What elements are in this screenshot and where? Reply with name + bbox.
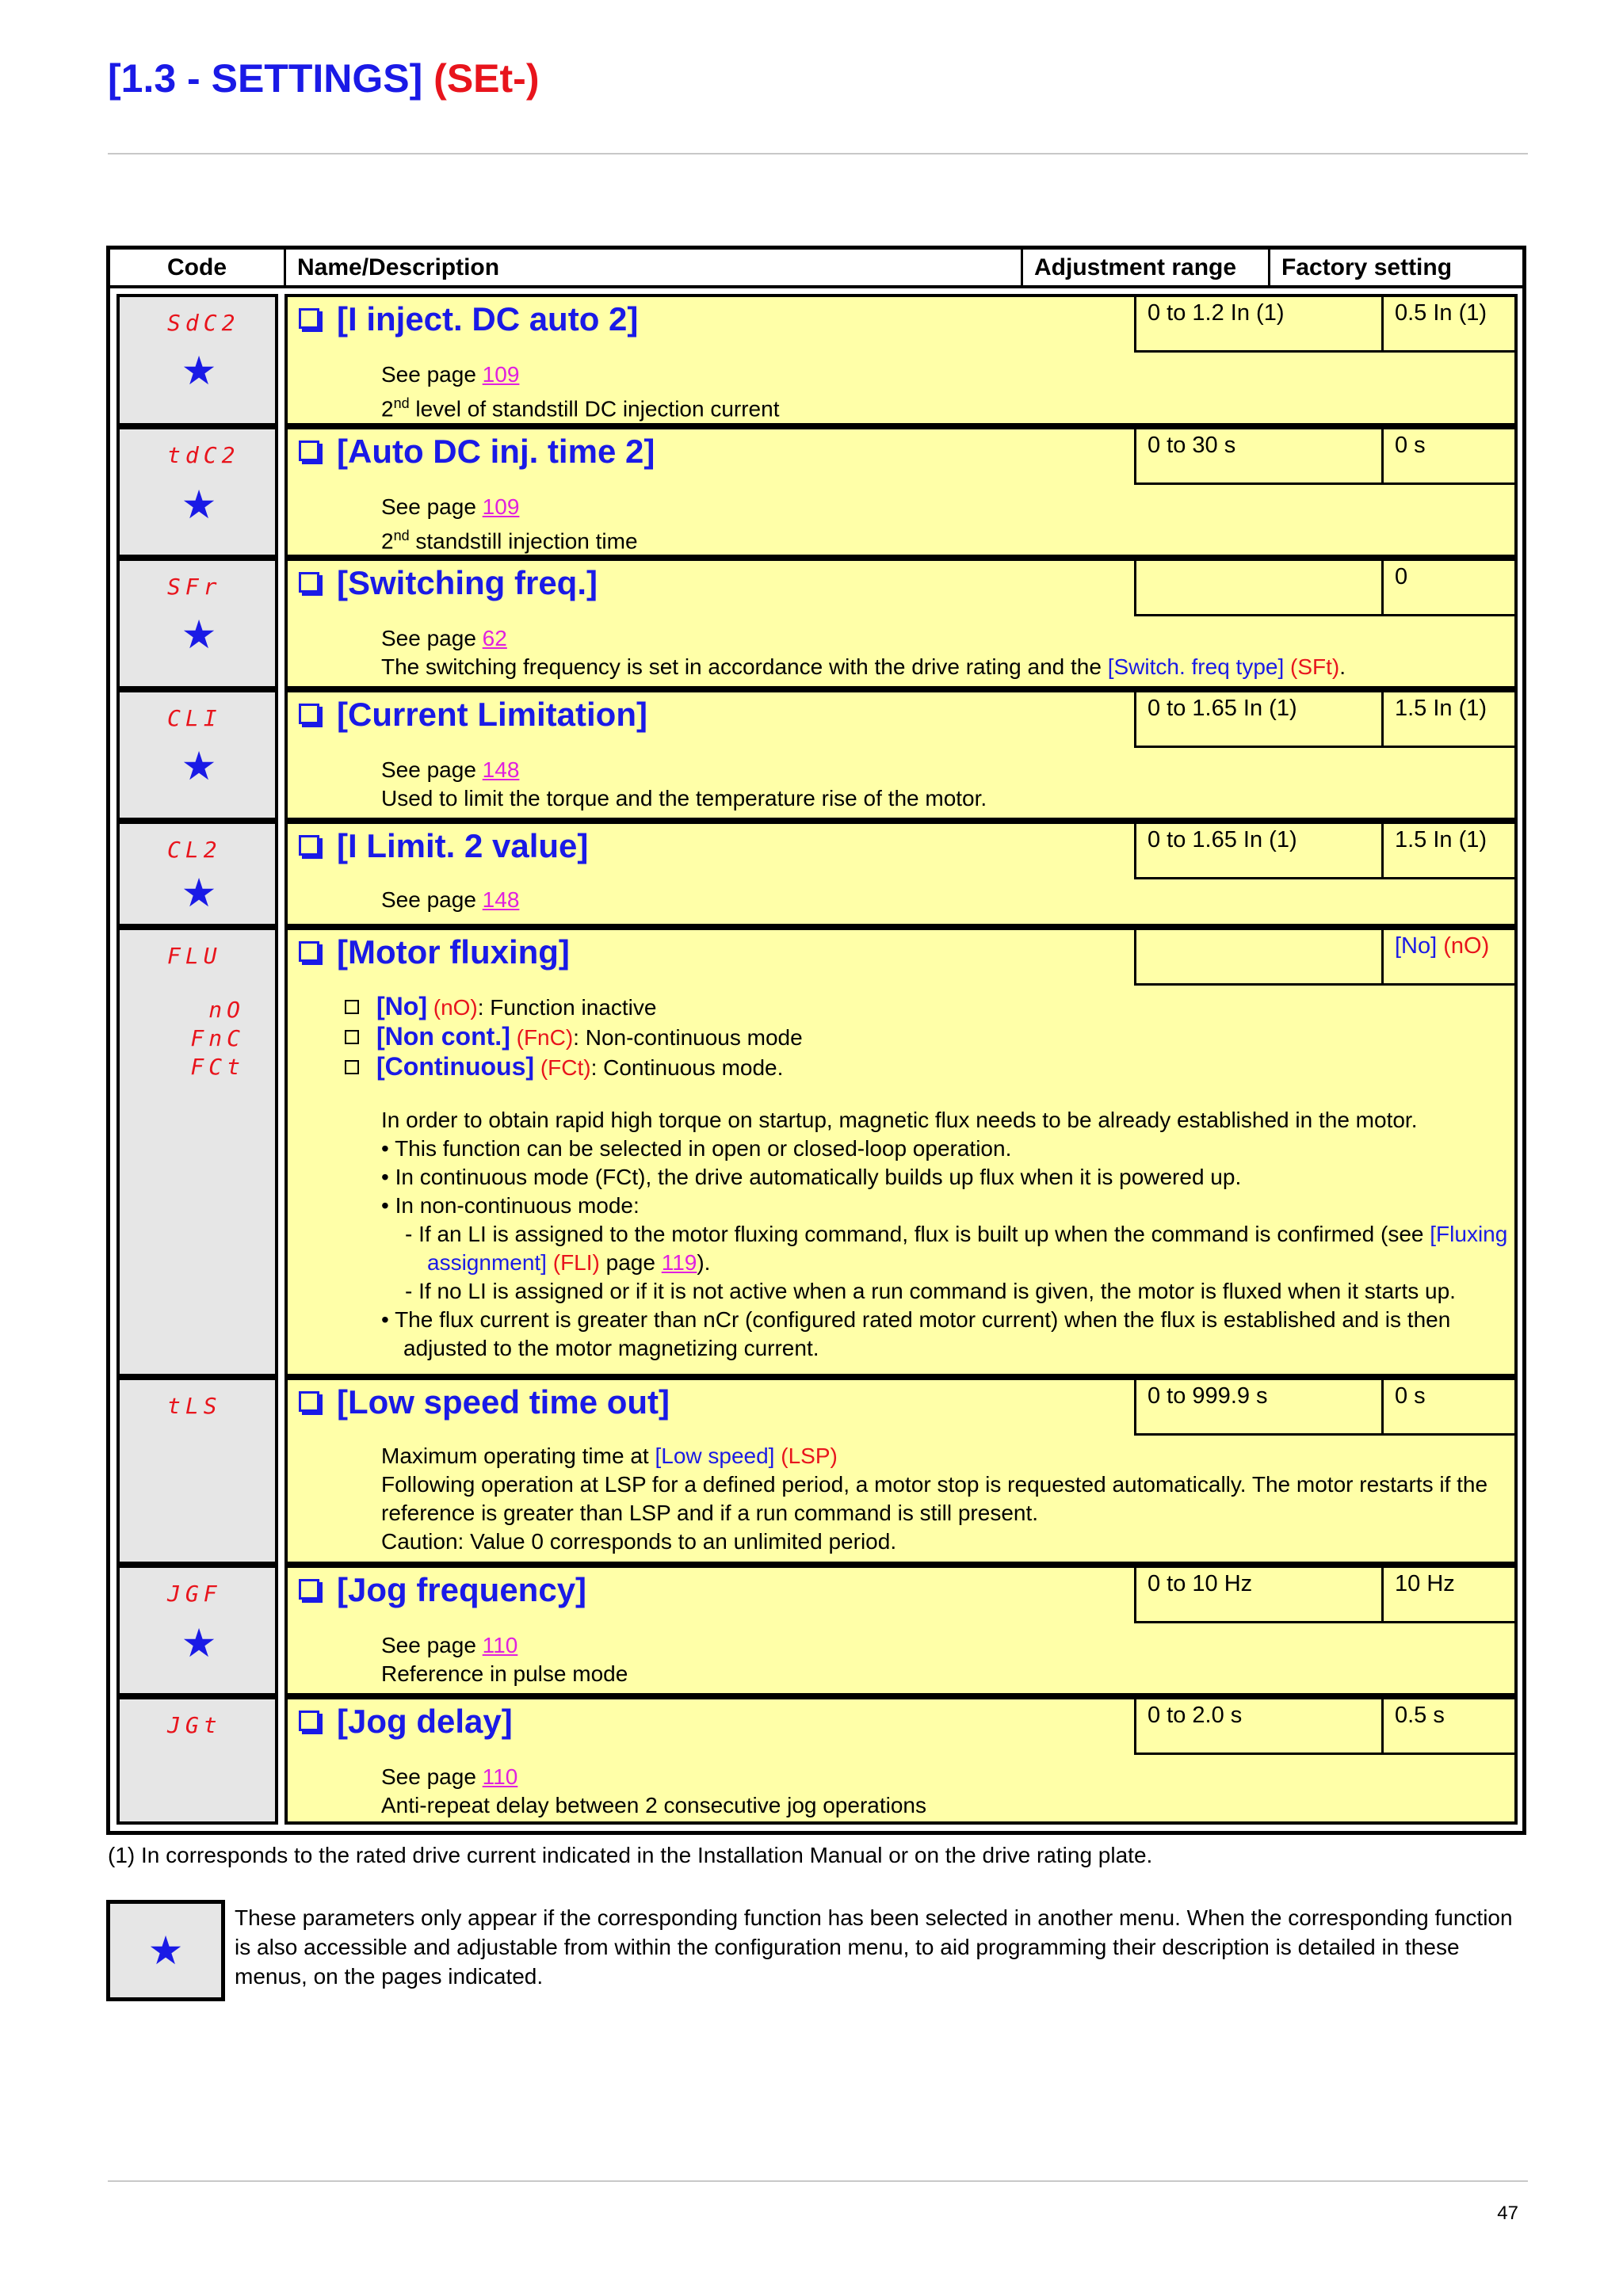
param-code: CLI: [167, 705, 222, 731]
factory-setting: 0 s: [1381, 1380, 1514, 1436]
desc-cell: [288, 689, 1518, 821]
title-code: (SEt-): [433, 56, 540, 101]
page-link[interactable]: 110: [482, 1633, 518, 1657]
description: See page 109 2nd standstill injection time: [381, 494, 638, 554]
table-row: [116, 927, 1518, 1377]
adjustment-range: [1134, 561, 1381, 616]
star-icon: ★: [181, 349, 217, 393]
footnote: (1) In corresponds to the rated drive current indicated in the Installation Manual or on the drive rating plate.: [108, 1843, 1153, 1867]
desc-cell: [288, 1696, 1518, 1825]
param-code: tLS: [167, 1393, 222, 1419]
code-cell: [116, 1696, 278, 1825]
star-icon: ★: [181, 744, 217, 788]
option-item: [No] (nO): Function inactive: [345, 992, 1508, 1022]
checkbox-icon: [299, 1391, 319, 1412]
code-cell: [116, 1377, 278, 1565]
factory-setting: 0: [1381, 561, 1514, 616]
checkbox-icon: [299, 835, 319, 856]
bottom-divider: [108, 2180, 1528, 2182]
factory-setting: 0.5 s: [1381, 1699, 1514, 1755]
param-code: JGF: [167, 1581, 222, 1607]
title-text: [1.3 - SETTINGS]: [108, 56, 423, 101]
table-row: [116, 426, 1518, 558]
option-checkbox-icon: [345, 1030, 359, 1044]
description: In order to obtain rapid high torque on startup, magnetic flux needs to be already established in the motor. • This function can be selected in open or closed-loop operation. • In continuous mode (FCt), the drive automatically builds up flux when it is powered up. • In non-continuous mode: - If an LI is assigned to the motor fluxing command, flux is built up when the command is confirmed (see [Fluxing assignment] (FLI) page 119). - If no LI is assigned or if it is not active when a run command is given, the motor is fluxed when it starts up. • The flux current is greater than nCr (configured rated motor current) when the flux is established and is then adjusted to the motor magnetizing current.: [381, 1108, 1508, 1360]
options-list: [345, 992, 1508, 1082]
adjustment-range: 0 to 999.9 s: [1134, 1380, 1381, 1436]
adjustment-range: 0 to 1.65 In (1): [1134, 824, 1381, 879]
param-code: tdC2: [167, 442, 240, 468]
page-link[interactable]: 109: [482, 362, 520, 387]
code-cell: [116, 558, 278, 689]
table-row: [116, 558, 1518, 689]
checkbox-icon: [299, 308, 319, 329]
code-cell: [116, 927, 278, 1377]
param-name: [Motor fluxing]: [299, 933, 570, 971]
table-row: [116, 1696, 1518, 1825]
param-code: JGt: [167, 1712, 222, 1738]
factory-setting: 1.5 In (1): [1381, 824, 1514, 879]
factory-setting: 10 Hz: [1381, 1568, 1514, 1623]
legend-star-box: [106, 1900, 225, 2001]
table-row: [116, 689, 1518, 821]
star-icon: ★: [181, 482, 217, 527]
table-row: [116, 1565, 1518, 1696]
desc-cell: [288, 294, 1518, 426]
page-link[interactable]: 148: [482, 887, 520, 912]
factory-setting: 1.5 In (1): [1381, 692, 1514, 748]
description: See page 110 Reference in pulse mode: [381, 1633, 628, 1686]
checkbox-icon: [299, 572, 319, 593]
code-cell: [116, 426, 278, 558]
param-name: [Auto DC inj. time 2]: [299, 433, 655, 471]
adjustment-range: [1134, 930, 1381, 986]
option-item: [Non cont.] (FnC): Non-continuous mode: [345, 1022, 1508, 1052]
adjustment-range: 0 to 10 Hz: [1134, 1568, 1381, 1623]
star-icon: ★: [181, 612, 217, 657]
page-link[interactable]: 62: [482, 626, 507, 650]
code-cell: [116, 1565, 278, 1696]
table-header: [110, 250, 1522, 288]
header-code: Code: [110, 250, 286, 285]
code-cell: [116, 294, 278, 426]
header-factory: Factory setting: [1281, 254, 1453, 280]
factory-setting: [No] (nO): [1381, 930, 1514, 986]
param-name: [I inject. DC auto 2]: [299, 300, 638, 338]
description: See page 148 Used to limit the torque and the temperature rise of the motor.: [381, 757, 987, 810]
page-number: 47: [1497, 2203, 1518, 2224]
param-code: CL2: [167, 837, 222, 863]
adjustment-range: 0 to 1.65 In (1): [1134, 692, 1381, 748]
page-link[interactable]: 119: [661, 1250, 697, 1275]
option-checkbox-icon: [345, 1000, 359, 1014]
header-range: Adjustment range: [1023, 250, 1270, 285]
description: See page 62 The switching frequency is set in accordance with the drive rating and the [Switch. freq type] (SFt).: [381, 626, 1346, 679]
description: See page 110 Anti-repeat delay between 2 consecutive jog operations: [381, 1764, 926, 1817]
adjustment-range: 0 to 30 s: [1134, 429, 1381, 485]
legend-text: These parameters only appear if the corresponding function has been selected in another menu. When the corresponding function is also accessible and adjustable from within the configuration menu, to aid programming their description is detailed in these menus, on the pages indicated.: [235, 1905, 1513, 1989]
description: See page 148: [381, 887, 520, 912]
page-title: [108, 55, 539, 101]
param-name: [I Limit. 2 value]: [299, 827, 588, 865]
checkbox-icon: [299, 1579, 319, 1600]
option-code: nO: [208, 997, 245, 1023]
option-code: FCt: [190, 1054, 245, 1080]
code-cell: [116, 689, 278, 821]
star-icon: ★: [181, 871, 217, 915]
star-icon: ★: [147, 1928, 184, 1973]
desc-cell: [288, 558, 1518, 689]
desc-cell: [288, 1565, 1518, 1696]
top-divider: [108, 153, 1528, 154]
table-row: [116, 821, 1518, 927]
table-row: [116, 294, 1518, 426]
factory-setting: 0 s: [1381, 429, 1514, 485]
desc-cell: [288, 821, 1518, 927]
param-name: [Switching freq.]: [299, 564, 598, 602]
star-icon: ★: [181, 1621, 217, 1665]
factory-setting: 0.5 In (1): [1381, 297, 1514, 353]
page-link[interactable]: 109: [482, 494, 520, 519]
adjustment-range: 0 to 2.0 s: [1134, 1699, 1381, 1755]
description: Maximum operating time at [Low speed] (LSP) Following operation at LSP for a defined period, a motor stop is requested automatically. The motor restarts if the reference is greater than LSP and if a run command is still present. Caution: Value 0 corresponds to an unlimited period.: [381, 1444, 1488, 1554]
param-name: [Low speed time out]: [299, 1383, 670, 1421]
checkbox-icon: [299, 704, 319, 724]
param-code: SFr: [167, 574, 222, 600]
checkbox-icon: [299, 1711, 319, 1731]
option-checkbox-icon: [345, 1060, 359, 1074]
table-row: [116, 1377, 1518, 1565]
param-code: SdC2: [167, 310, 240, 336]
desc-cell: [288, 426, 1518, 558]
desc-cell: [288, 1377, 1518, 1565]
adjustment-range: 0 to 1.2 In (1): [1134, 297, 1381, 353]
description: See page 109 2nd level of standstill DC injection current: [381, 362, 780, 421]
code-cell: [116, 821, 278, 927]
param-name: [Jog delay]: [299, 1703, 513, 1741]
param-name: [Jog frequency]: [299, 1571, 586, 1609]
param-code: FLU: [167, 943, 222, 969]
page-link[interactable]: 110: [482, 1764, 518, 1789]
checkbox-icon: [299, 941, 319, 962]
header-name: Name/Description: [286, 250, 1023, 285]
option-item: [Continuous] (FCt): Continuous mode.: [345, 1052, 1508, 1082]
desc-cell: [288, 927, 1518, 1377]
settings-table: [106, 246, 1526, 1835]
checkbox-icon: [299, 441, 319, 461]
page-link[interactable]: 148: [482, 757, 520, 782]
option-code: FnC: [190, 1025, 245, 1051]
param-name: [Current Limitation]: [299, 696, 647, 734]
